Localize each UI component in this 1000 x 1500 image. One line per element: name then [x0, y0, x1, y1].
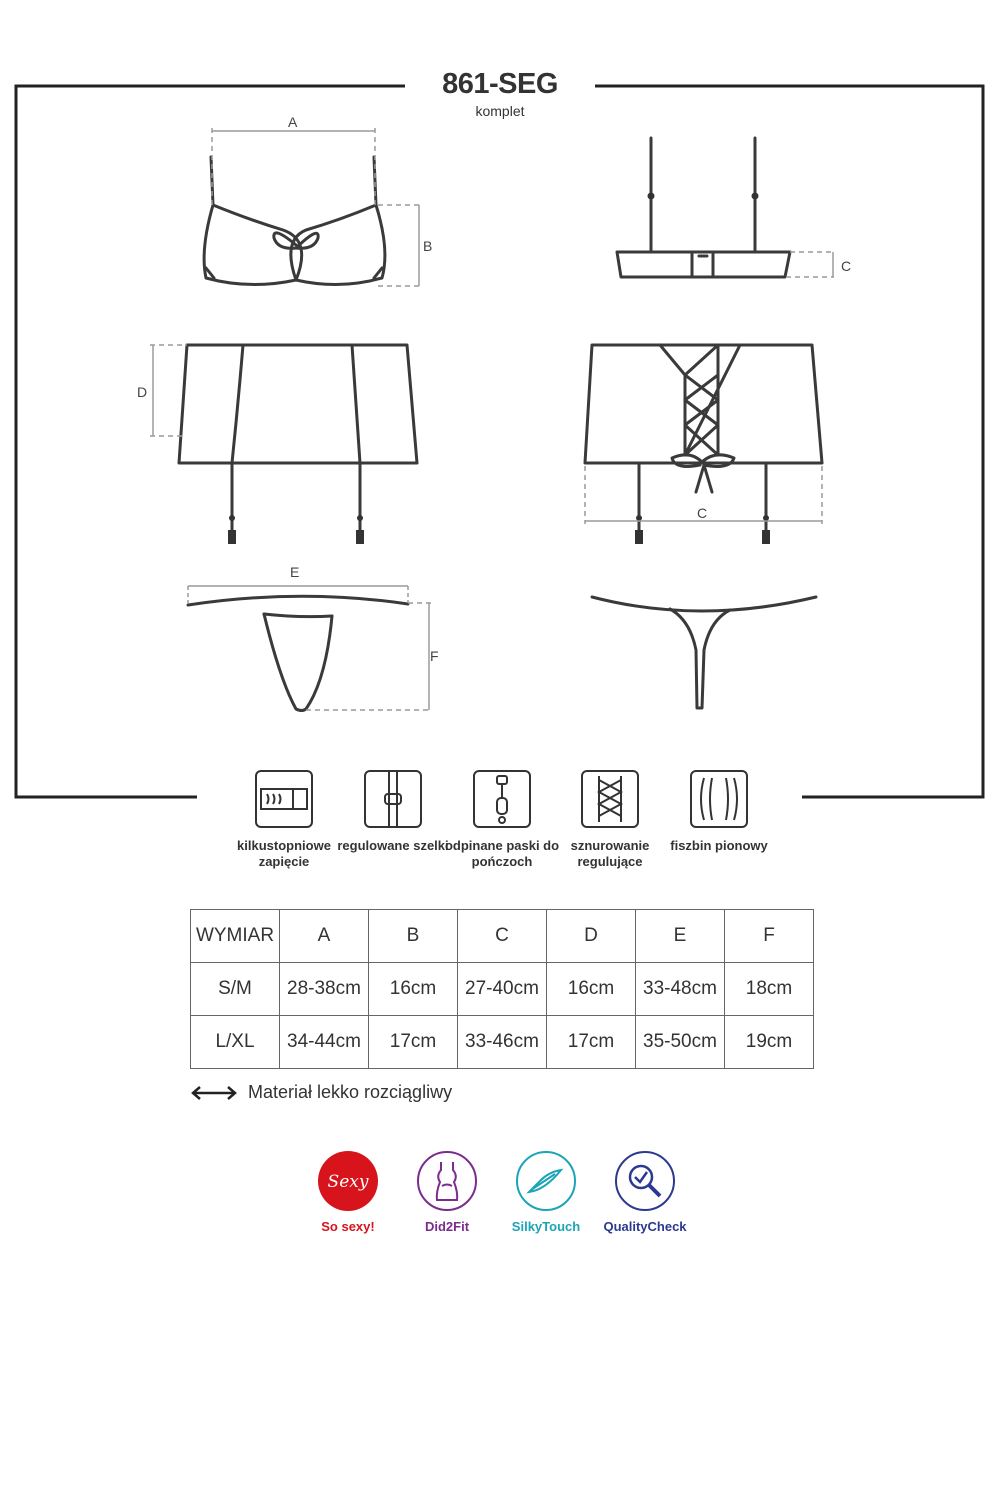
feature-label: kilkustopniowe zapięcie [237, 838, 331, 869]
feature-label: odpinane paski do pończoch [444, 838, 560, 869]
table-cell: 35-50cm [636, 1016, 725, 1069]
dim-label-d: D [137, 384, 148, 400]
double-arrow-icon [190, 1085, 238, 1101]
table-cell: 18cm [725, 963, 814, 1016]
badge-qualitycheck [590, 1150, 700, 1234]
dim-label-a: A [288, 114, 298, 130]
bra-back-drawing [617, 138, 790, 277]
table-header-cell: D [547, 910, 636, 963]
sexy-icon [317, 1150, 379, 1212]
lacing-icon [581, 770, 639, 828]
garter-front-drawing [179, 345, 417, 530]
detachable-garter-icon [473, 770, 531, 828]
dim-label-e: E [290, 564, 300, 580]
feature-label: regulowane szelki [337, 838, 449, 853]
garter-back-drawing [585, 345, 822, 530]
feature-label: sznurowanie regulujące [570, 838, 650, 869]
table-header-cell: A [280, 910, 369, 963]
dim-label-c-belt: C [697, 505, 708, 521]
dress-icon [416, 1150, 478, 1212]
feature-label: fiszbin pionowy [670, 838, 768, 853]
badge-label: Did2Fit [424, 1219, 470, 1234]
table-header-row [191, 910, 814, 963]
table-cell: 17cm [369, 1016, 458, 1069]
table-cell: 34-44cm [280, 1016, 369, 1069]
stretch-note [190, 1082, 452, 1103]
table-row [191, 1016, 814, 1069]
garter-clips [228, 193, 770, 545]
dim-label-f: F [430, 648, 439, 664]
stretch-note-text: Materiał lekko rozciągliwy [248, 1082, 453, 1102]
table-header-cell: F [725, 910, 814, 963]
thong-front-drawing [188, 596, 408, 710]
frame-left [16, 86, 405, 797]
dimension-lines [150, 128, 834, 710]
table-cell: L/XL [191, 1016, 280, 1069]
table-cell: S/M [191, 963, 280, 1016]
feature-boning [654, 770, 784, 854]
frame-right [595, 86, 983, 797]
dim-label-c-bra: C [841, 258, 852, 274]
table-header-cell: E [636, 910, 725, 963]
feather-icon [515, 1150, 577, 1212]
badge-sexy [293, 1150, 403, 1234]
table-cell: 33-46cm [458, 1016, 547, 1069]
vertical-boning-icon [690, 770, 748, 828]
magnifier-check-icon [614, 1150, 676, 1212]
bra-front-drawing [204, 157, 385, 285]
thong-back-drawing [592, 597, 816, 708]
table-row [191, 963, 814, 1016]
table-cell: 16cm [369, 963, 458, 1016]
badge-silkytouch [491, 1150, 601, 1234]
product-code: 861-SEG [442, 68, 558, 100]
table-cell: 16cm [547, 963, 636, 1016]
badge-label: So sexy! [321, 1219, 375, 1234]
product-type: komplet [475, 103, 525, 119]
badge-did2fit [392, 1150, 502, 1234]
adjustable-strap-icon [364, 770, 422, 828]
table-cell: 28-38cm [280, 963, 369, 1016]
size-table [190, 909, 814, 1069]
table-cell: 19cm [725, 1016, 814, 1069]
table-cell: 27-40cm [458, 963, 547, 1016]
sexy-icon-text: Sexy [327, 1172, 369, 1192]
badge-label: QualityCheck [603, 1219, 687, 1234]
table-header-cell: WYMIAR [191, 910, 280, 963]
table-header-cell: B [369, 910, 458, 963]
hook-eye-closure-icon [255, 770, 313, 828]
table-cell: 17cm [547, 1016, 636, 1069]
table-cell: 33-48cm [636, 963, 725, 1016]
dim-label-b: B [423, 238, 433, 254]
table-header-cell: C [458, 910, 547, 963]
badge-label: SilkyTouch [511, 1219, 581, 1234]
